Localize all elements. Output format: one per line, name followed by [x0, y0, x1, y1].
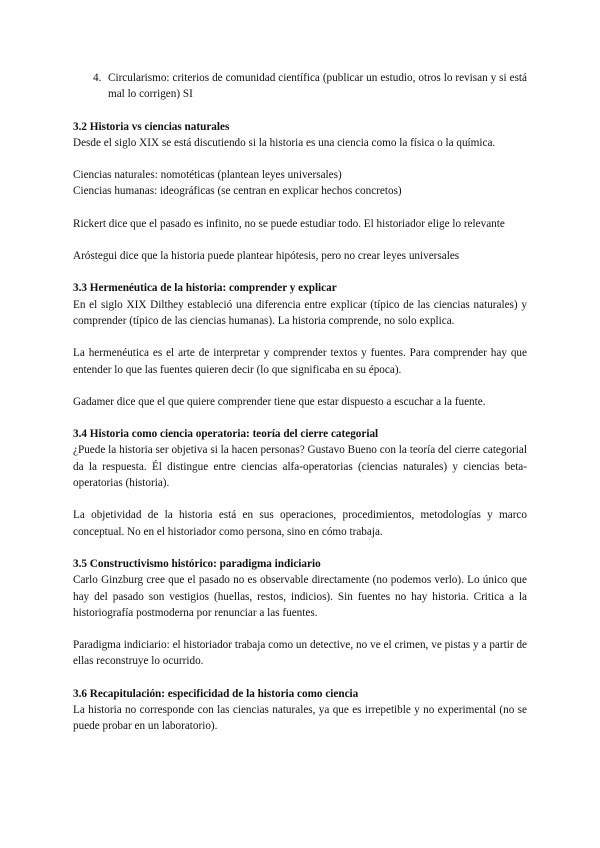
paragraph: Carlo Ginzburg cree que el pasado no es observable directamente (no podemos verlo). Lo único que hay del pasado son vestigios (huellas, restos, indicios). Sin fuentes no hay historia. Critica a la historiografía postmoderna por renunciar a las fuentes.	[73, 574, 527, 619]
paragraph: ¿Puede la historia ser objetiva si la hacen personas? Gustavo Bueno con la teoría del cierre categorial da la respuesta. Él distingue entre ciencias alfa-operatorias (ciencias naturales) y ciencias beta-operatorias (historia).	[73, 444, 527, 490]
document-content	[73, 70, 527, 735]
section-heading-3-2: 3.2 Historia vs ciencias naturales	[73, 120, 230, 133]
paragraph: Desde el siglo XIX se está discutiendo si la historia es una ciencia como la física o la química.	[73, 136, 496, 149]
list-item-text: Circularismo: criterios de comunidad científica (publicar un estudio, otros lo revisan y si está mal lo corrigen) SI	[108, 72, 527, 101]
paragraph: En el siglo XIX Dilthey estableció una diferencia entre explicar (típico de las ciencias naturales) y comprender (típico de las ciencias humanas). La historia comprende, no solo explica.	[73, 298, 527, 327]
section-heading-3-5: 3.5 Constructivismo histórico: paradigma indiciario	[73, 557, 321, 570]
paragraph: La objetividad de la historia está en sus operaciones, procedimientos, metodologías y marco conceptual. No en el historiador como persona, sino en cómo trabaja.	[73, 509, 527, 538]
list-item-number: 4.	[93, 72, 102, 84]
paragraph: Paradigma indiciario: el historiador trabaja como un detective, no ve el crimen, ve pistas y a partir de ellas reconstruye lo ocurrido.	[73, 639, 527, 668]
section-heading-3-4: 3.4 Historia como ciencia operatoria: teoría del cierre categorial	[73, 428, 379, 441]
paragraph: Aróstegui dice que la historia puede plantear hipótesis, pero no crear leyes universales	[73, 250, 460, 263]
paragraph: La hermenéutica es el arte de interpretar y comprender textos y fuentes. Para comprender hay que entender lo que las fuentes quieren decir (lo que significaba en su época).	[73, 347, 527, 376]
paragraph: Ciencias naturales: nomotéticas (plantean leyes universales)	[73, 169, 342, 182]
paragraph: Rickert dice que el pasado es infinito, no se puede estudiar todo. El historiador elige lo relevante	[73, 217, 505, 230]
section-heading-3-3: 3.3 Hermenéutica de la historia: comprender y explicar	[73, 282, 337, 295]
paragraph: La historia no corresponde con las ciencias naturales, ya que es irrepetible y no experimental (no se puede probar en un laboratorio).	[73, 704, 527, 733]
paragraph: Gadamer dice que el que quiere comprender tiene que estar dispuesto a escuchar a la fuente.	[73, 395, 486, 408]
paragraph: Ciencias humanas: ideográficas (se centran en explicar hechos concretos)	[73, 185, 402, 198]
list-item	[93, 70, 527, 103]
section-heading-3-6: 3.6 Recapitulación: especificidad de la historia como ciencia	[73, 687, 359, 700]
